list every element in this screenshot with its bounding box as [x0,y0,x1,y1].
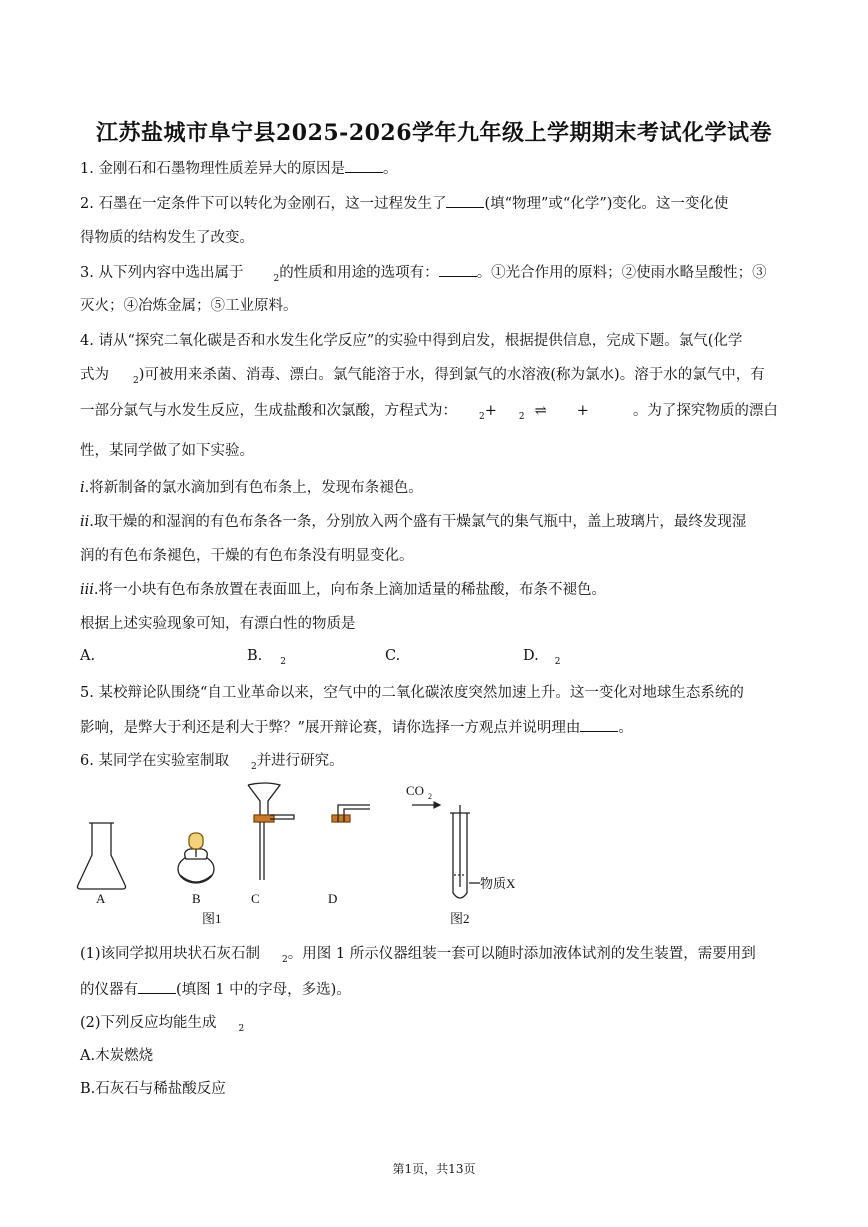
step-iii-num: iii [80,582,94,598]
q6-part2-option-b[interactable]: B.石灰石与稀盐酸反应 [80,1081,226,1097]
q6-part2 [80,1013,244,1039]
option-c[interactable] [385,648,400,664]
question-4-line-1: 4. 请从“探究二氧化碳是否和水发生化学反应”的实验中得到启发，根据提供信息，完成下题。氯气(化学 [80,333,743,349]
step-iii-text: .将一小块有色布条放置在表面皿上，向布条上滴加适量的稀盐酸，布条不褪色。 [93,582,607,598]
step-i [80,478,423,498]
option-d-label: D. [523,648,539,664]
question-6-line-1 [80,751,344,777]
q6-p1-b: 。用图 1 所示仪器组装一套可以随时添加液体试剂的发生装置，需要用到 [287,946,756,962]
q4-text-a: 式为 [80,367,109,383]
q2-text-a: 2. 石墨在一定条件下可以转化为金刚石，这一过程发生了 [80,196,447,212]
q3-text-a: 3. 从下列内容中选出属于 [80,265,244,281]
q6-part2-option-a[interactable]: A.木炭燃烧 [80,1048,154,1064]
delivery-tube-icon [332,805,370,822]
q5-text-a: 影响，是弊大于利还是利大于弊？”展开辩论赛，请你选择一方观点并说明理由 [80,720,581,736]
eq-plus-2: + [576,403,589,419]
eq-sub-2: 2 [518,412,525,422]
q1-text: 1. 金刚石和石墨物理性质差异大的原因是 [80,161,345,177]
page-title: 江苏盐城市阜宁县2025-2026学年九年级上学期期末考试化学试卷 [95,120,773,146]
label-a: A [96,891,106,906]
question-5-line-2 [80,717,633,738]
step-i-num: i [80,480,85,496]
question-4-line-4: 性，某同学做了如下实验。 [80,443,254,459]
test-tube-icon [412,805,480,898]
question-4-line-2 [80,365,765,391]
substance-x-label: 物质X [480,876,516,891]
q4-sub: 2 [133,376,139,386]
question-2-line-1 [80,193,728,214]
option-c-label: C. [385,648,401,664]
step-ii-num: ii [80,514,90,530]
option-d[interactable] [523,648,560,667]
step-iii [80,580,606,600]
q6-p1-c: 的仪器有 [80,982,138,998]
separatory-funnel-icon [248,783,294,880]
q3-text-c: 。①光合作用的原料；②使雨水略呈酸性；③ [476,265,767,281]
option-b-sub: 2 [280,657,286,667]
page-footer: 第1页，共13页 [392,1162,476,1176]
fig2-caption: 图2 [450,911,470,926]
question-3-line-1 [80,262,767,289]
label-d: D [328,891,338,906]
q2-blank[interactable] [446,193,484,208]
question-5-line-1: 5. 某校辩论队围绕“自工业革命以来，空气中的二氧化碳浓度突然加速上升。这一变化对地球生态系统的 [80,685,744,701]
q6-p1-a: (1)该同学拟用块状石灰石制 [80,946,261,962]
q4-eq-intro: 一部分氯气与水发生反应，生成盐酸和次氯酸，方程式为： [80,403,457,419]
co2-label: CO [406,783,425,798]
conical-flask-icon [77,823,125,889]
co2-sub: 2 [428,792,432,801]
step-ii-text: .取干燥的和湿润的有色布条各一条，分别放入两个盛有干燥氯气的集气瓶中，盖上玻璃片，最终发现湿 [89,514,747,530]
q5-blank[interactable] [580,717,618,732]
q6-p2-sub: 2 [238,1024,245,1034]
q6-sub: 2 [250,762,257,772]
q1-end: 。 [382,161,398,177]
q3-sub: 2 [273,274,280,284]
q2-text-b: (填“物理”或“化学”)变化。这一变化使 [484,196,729,212]
eq-plus-1: + [484,403,497,419]
option-d-sub: 2 [554,657,561,667]
q3-blank[interactable] [439,262,477,277]
label-b: B [192,891,201,906]
q6-p1-blank[interactable] [138,979,176,994]
alcohol-lamp-icon [178,833,214,883]
q4-text-b: )可被用来杀菌、消毒、漂白。氯气能溶于水，得到氯气的水溶液(称为氯水)。溶于水的氯气中，有 [138,367,765,383]
question-2-line-2: 得物质的结构发生了改变。 [80,230,254,246]
option-a-label: A. [80,648,96,664]
fig1-caption: 图1 [202,911,222,926]
q6-p2-a: (2)下列反应均能生成 [80,1015,217,1031]
option-b[interactable] [247,648,286,667]
question-3-line-2: 灭火；④冶炼金属；⑤工业原料。 [80,298,298,314]
option-b-label: B. [247,648,263,664]
question-1 [80,158,397,179]
q6-text-a: 6. 某同学在实验室制取 [80,753,229,769]
q4-eq-tail: 。为了探究物质的漂白 [632,403,778,419]
question-4-line-3 [80,401,778,427]
q4-conclusion: 根据上述实验现象可知，有漂白性的物质是 [80,616,356,632]
q5-text-b: 。 [618,720,633,736]
step-ii [80,512,746,532]
q1-blank[interactable] [345,158,383,173]
q6-p1-d: (填图 1 中的字母，多选)。 [176,982,351,998]
q6-p1-sub: 2 [282,955,288,965]
label-c: C [251,891,260,906]
q6-part1-line-2 [80,979,351,1000]
eq-sub-1: 2 [479,412,485,422]
q3-text-b: 的性质和用途的选项有： [279,265,439,281]
eq-arrow: ⇌ [534,403,547,419]
step-ii-cont: 润的有色布条褪色，干燥的有色布条没有明显变化。 [80,548,414,564]
step-i-text: .将新制备的氯水滴加到有色布条上，发现布条褪色。 [84,480,423,496]
q6-text-b: 并进行研究。 [256,753,344,769]
option-a[interactable] [80,648,95,664]
q6-part1-line-1 [80,944,756,970]
apparatus-figure [70,775,530,935]
